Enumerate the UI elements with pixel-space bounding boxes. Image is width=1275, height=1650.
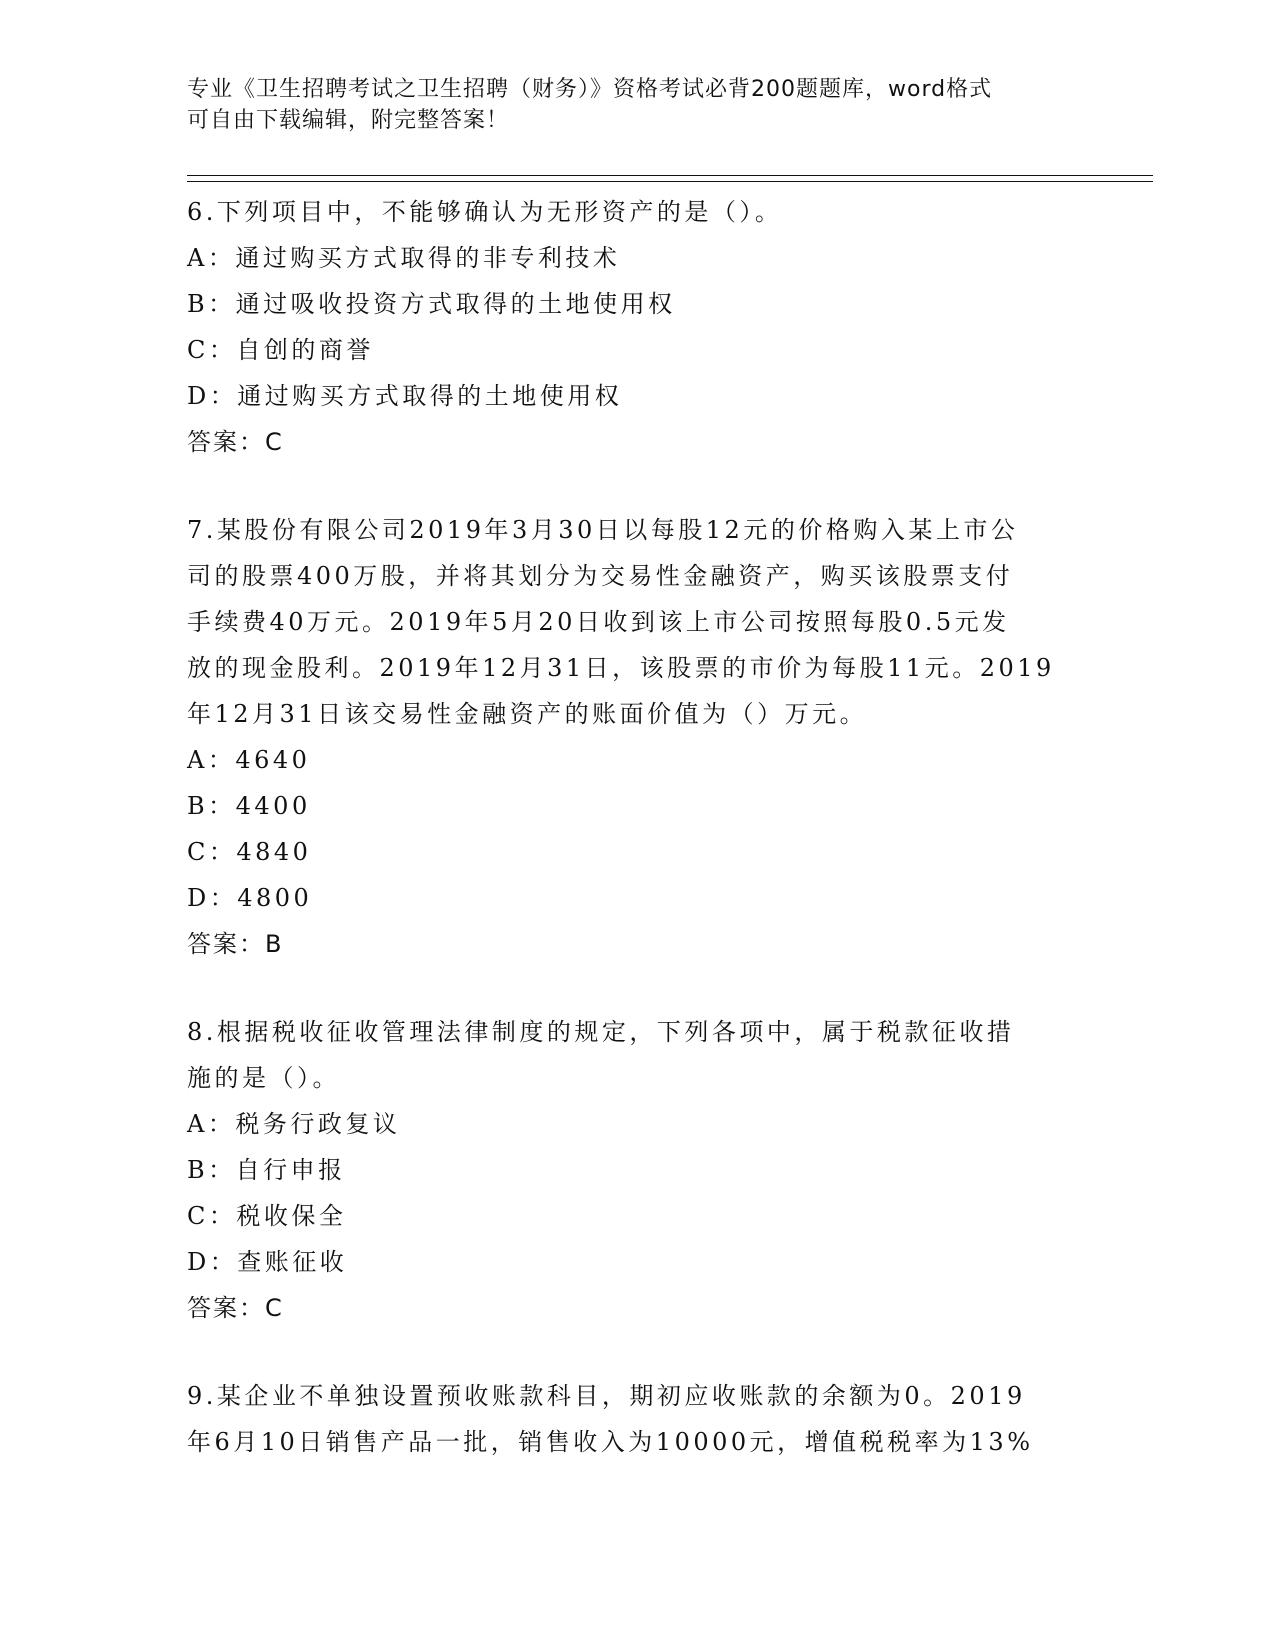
- question-8: [187, 1009, 1087, 1331]
- question-stem-line: 手续费40万元。2019年5月20日收到该上市公司按照每股0.5元发: [187, 608, 1010, 636]
- question-spacer: [187, 967, 1087, 1009]
- option-d: D：查账征收: [187, 1248, 348, 1276]
- option-d: D：通过购买方式取得的土地使用权: [187, 382, 623, 410]
- answer-line: 答案：C: [187, 428, 284, 456]
- header-divider-top: [187, 175, 1153, 176]
- question-stem-line: 6.下列项目中，不能够确认为无形资产的是（）。: [187, 198, 783, 226]
- option-c: C：自创的商誉: [187, 336, 374, 364]
- option-a: A：通过购买方式取得的非专利技术: [187, 244, 621, 272]
- option-c: C：税收保全: [187, 1202, 347, 1230]
- option-a: A：税务行政复议: [187, 1110, 401, 1138]
- question-stem-line: 司的股票400万股，并将其划分为交易性金融资产，购买该股票支付: [187, 562, 1014, 590]
- question-stem-line: 8.根据税收征收管理法律制度的规定，下列各项中，属于税款征收措: [187, 1018, 1015, 1046]
- question-spacer: [187, 1331, 1087, 1373]
- question-9: [187, 1373, 1087, 1465]
- question-list: [187, 189, 1087, 1465]
- option-b: B：自行申报: [187, 1156, 346, 1184]
- question-7: [187, 507, 1087, 967]
- document-header: [187, 74, 1067, 136]
- question-spacer: [187, 465, 1087, 507]
- question-stem-line: 9.某企业不单独设置预收账款科目，期初应收账款的余额为0。2019: [187, 1382, 1026, 1410]
- question-stem-line: 施的是（）。: [187, 1064, 340, 1092]
- header-title-line-2: 可自由下载编辑，附完整答案！: [187, 108, 510, 133]
- answer-line: 答案：C: [187, 1294, 284, 1322]
- question-6: [187, 189, 1087, 465]
- option-a: A：4640: [187, 746, 311, 774]
- option-b: B：4400: [187, 792, 311, 820]
- question-stem-line: 年6月10日销售产品一批，销售收入为10000元，增值税税率为13%: [187, 1428, 1034, 1456]
- header-divider-bottom: [187, 181, 1153, 182]
- header-title-line-1: 专业《卫生招聘考试之卫生招聘（财务）》资格考试必背200题题库，word格式: [187, 77, 993, 102]
- option-b: B：通过吸收投资方式取得的土地使用权: [187, 290, 676, 318]
- option-d: D：4800: [187, 884, 313, 912]
- option-c: C：4840: [187, 838, 312, 866]
- question-stem-line: 7.某股份有限公司2019年3月30日以每股12元的价格购入某上市公: [187, 516, 1019, 544]
- answer-line: 答案：B: [187, 930, 284, 958]
- question-stem-line: 放的现金股利。2019年12月31日，该股票的市价为每股11元。2019: [187, 654, 1055, 682]
- question-stem-line: 年12月31日该交易性金融资产的账面价值为（）万元。: [187, 700, 868, 728]
